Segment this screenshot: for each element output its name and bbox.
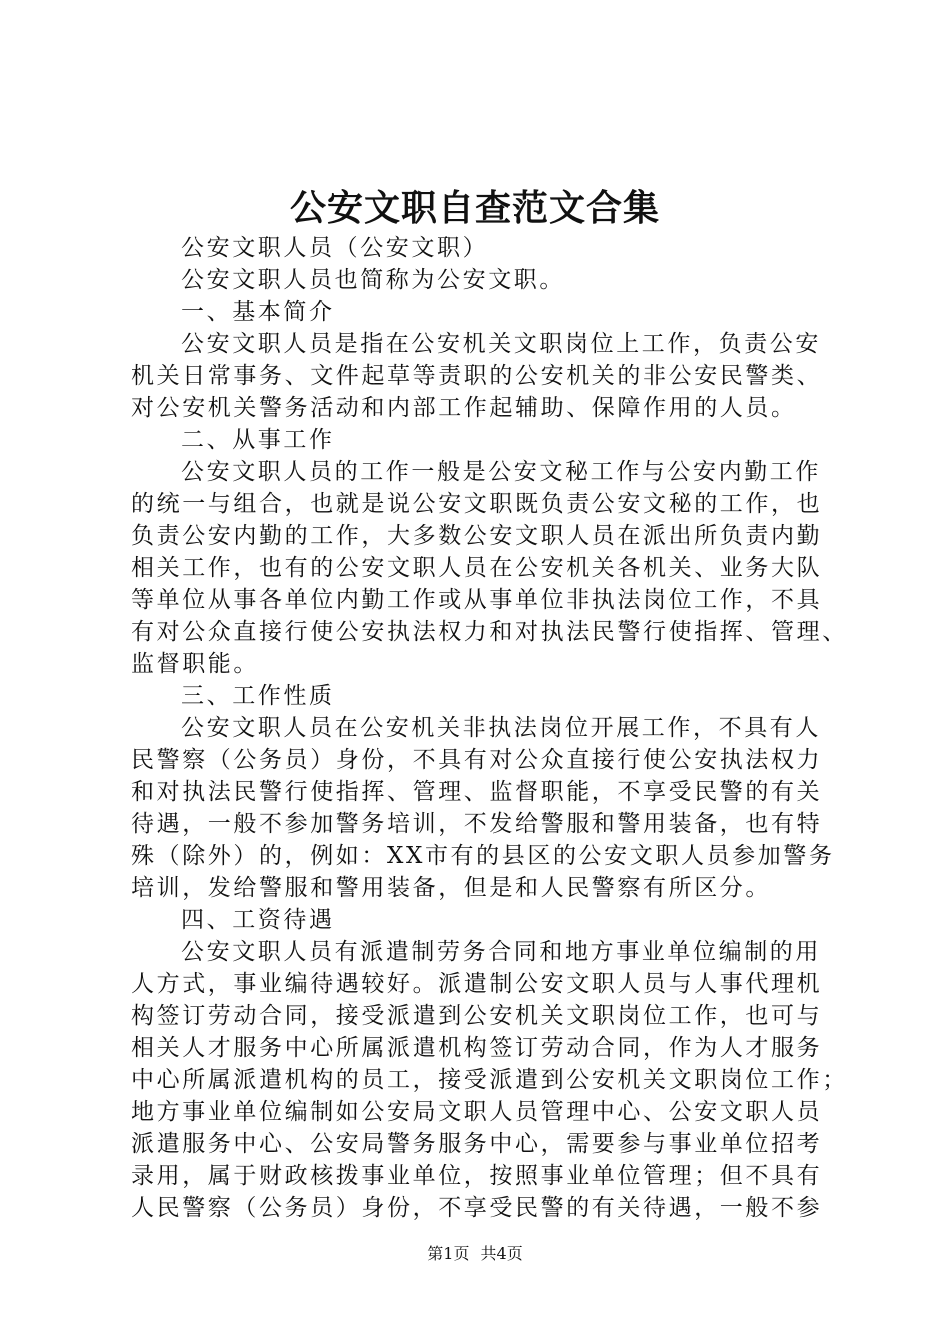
text-line: 公安文职人员（公安文职） xyxy=(181,235,489,261)
text-line: 等单位从事各单位内勤工作或从事单位非执法岗位工作，不具 xyxy=(131,587,823,613)
text-line: 民警察（公务员）身份，不具有对公众直接行使公安执法权力 xyxy=(131,747,823,773)
text-line: 录用，属于财政核拨事业单位，按照事业单位管理；但不具有 xyxy=(131,1163,823,1189)
text-line: 四、工资待遇 xyxy=(181,907,335,933)
page-footer xyxy=(0,1243,950,1265)
page-total: 共4页 xyxy=(480,1244,523,1263)
paragraph xyxy=(131,936,848,1224)
text-line: 机关日常事务、文件起草等责职的公安机关的非公安民警类、 xyxy=(131,363,823,389)
text-line: 公安文职人员也简称为公安文职。 xyxy=(181,267,565,293)
document-body xyxy=(131,232,848,1224)
text-line: 待遇，一般不参加警务培训，不发给警服和警用装备，也有特 xyxy=(131,811,823,837)
text-line: 相关人才服务中心所属派遣机构签订劳动合同，作为人才服务 xyxy=(131,1035,823,1061)
page-number: 第1页 xyxy=(427,1244,470,1263)
text-line: 公安文职人员的工作一般是公安文秘工作与公安内勤工作 xyxy=(181,459,821,485)
text-line: 构签订劳动合同，接受派遣到公安机关文职岗位工作，也可与 xyxy=(131,1003,823,1029)
page-title: 公安文职自查范文合集 xyxy=(289,187,660,229)
paragraph xyxy=(131,264,831,296)
text-line: 二、从事工作 xyxy=(181,427,335,453)
text-line: 的统一与组合，也就是说公安文职既负责公安文秘的工作，也 xyxy=(131,491,823,517)
section-heading xyxy=(131,424,831,456)
text-line: 有对公众直接行使公安执法权力和对执法民警行使指挥、管理、 xyxy=(131,619,848,645)
text-line: 对公安机关警务活动和内部工作起辅助、保障作用的人员。 xyxy=(131,395,797,421)
text-line: 监督职能。 xyxy=(131,651,259,677)
text-line: 人方式，事业编待遇较好。派遣制公安文职人员与人事代理机 xyxy=(131,971,823,997)
section-heading xyxy=(131,680,831,712)
text-line: 派遣服务中心、公安局警务服务中心，需要参与事业单位招考 xyxy=(131,1131,823,1157)
section-heading xyxy=(131,904,831,936)
text-line: 三、工作性质 xyxy=(181,683,335,709)
paragraph xyxy=(131,328,831,424)
text-line: 相关工作，也有的公安文职人员在公安机关各机关、业务大队 xyxy=(131,555,823,581)
text-line: 公安文职人员有派遣制劳务合同和地方事业单位编制的用 xyxy=(181,939,821,965)
text-line: 培训，发给警服和警用装备，但是和人民警察有所区分。 xyxy=(131,875,771,901)
text-line: 一、基本简介 xyxy=(181,299,335,325)
text-line: 地方事业单位编制如公安局文职人员管理中心、公安文职人员 xyxy=(131,1099,823,1125)
paragraph xyxy=(131,232,831,264)
section-heading xyxy=(131,296,831,328)
text-line: 负责公安内勤的工作，大多数公安文职人员在派出所负责内勤 xyxy=(131,523,823,549)
text-line: 公安文职人员在公安机关非执法岗位开展工作，不具有人 xyxy=(181,715,821,741)
text-line: 和对执法民警行使指挥、管理、监督职能，不享受民警的有关 xyxy=(131,779,823,805)
text-line: 人民警察（公务员）身份，不享受民警的有关待遇，一般不参 xyxy=(131,1195,823,1221)
text-line: 公安文职人员是指在公安机关文职岗位上工作，负责公安 xyxy=(181,331,821,357)
text-line: 殊（除外）的，例如：XX市有的县区的公安文职人员参加警务 xyxy=(131,843,835,869)
text-line: 中心所属派遣机构的员工，接受派遣到公安机关文职岗位工作； xyxy=(131,1067,848,1093)
paragraph xyxy=(131,712,835,904)
paragraph xyxy=(131,456,848,680)
